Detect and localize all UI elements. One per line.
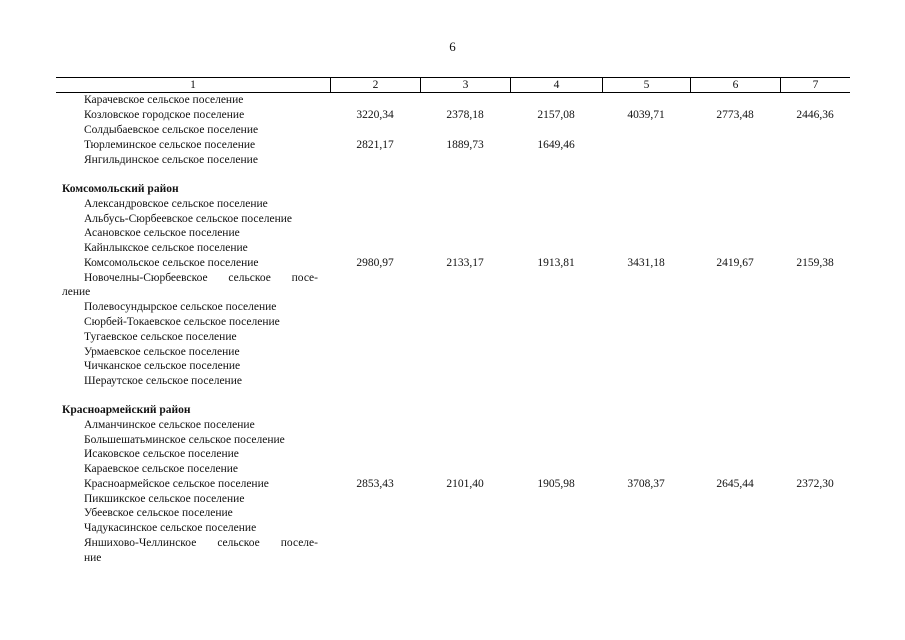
settlement-name: Альбусь-Сюрбеевское сельское поселение: [84, 213, 292, 225]
value-cell: 2159,38: [796, 257, 834, 269]
value-cell: 2378,18: [446, 109, 484, 121]
value-cell: 2157,08: [537, 109, 575, 121]
settlement-name: Большешатьминское сельское поселение: [84, 434, 285, 446]
settlement-name: Янгильдинское сельское поселение: [84, 154, 258, 166]
settlement-name: Комсомольское сельское поселение: [84, 257, 259, 269]
header-col-3: 3: [420, 78, 510, 92]
value-cell: 4039,71: [627, 109, 665, 121]
settlement-name: Асановское сельское поселение: [84, 227, 240, 239]
value-cell: 2773,48: [716, 109, 754, 121]
table-header: [56, 77, 850, 93]
value-cell: 2980,97: [356, 257, 394, 269]
settlement-name: Кайнлыкское сельское поселение: [84, 242, 248, 254]
settlement-name: Полевосундырское сельское поселение: [84, 301, 277, 313]
settlement-name: Шераутское сельское поселение: [84, 375, 242, 387]
word: Яншихово-Челлинское: [84, 537, 197, 549]
word: поселе-: [280, 537, 318, 549]
value-cell: 2101,40: [446, 478, 484, 490]
settlement-name: Солдыбаевское сельское поселение: [84, 124, 259, 136]
settlement-name: Караевское сельское поселение: [84, 463, 239, 475]
settlement-name: Красноармейское сельское поселение: [84, 478, 269, 490]
value-cell: 1889,73: [446, 139, 484, 151]
value-cell: 2821,17: [356, 139, 394, 151]
settlement-name: Козловское городское поселение: [84, 109, 245, 121]
settlement-name: Исаковское сельское поселение: [84, 448, 239, 460]
settlement-name: Пикшикское сельское поселение: [84, 493, 245, 505]
settlement-name-wrapped: [56, 536, 318, 550]
word: посе-: [291, 272, 318, 284]
page-number: 6: [449, 39, 456, 54]
header-col-6: 6: [690, 78, 780, 92]
settlement-name: Убеевское сельское поселение: [84, 507, 233, 519]
value-cell: 1905,98: [537, 478, 575, 490]
value-cell: 3431,18: [627, 257, 665, 269]
header-col-5: 5: [602, 78, 690, 92]
value-cell: 3708,37: [627, 478, 665, 490]
settlement-name: Урмаевское сельское поселение: [84, 346, 240, 358]
settlement-name: Тюрлеминское сельское поселение: [84, 139, 256, 151]
settlement-name: Алманчинское сельское поселение: [84, 419, 255, 431]
word: сельское: [217, 537, 260, 549]
header-col-4: 4: [510, 78, 602, 92]
value-cell: 3220,34: [356, 109, 394, 121]
header-col-2: 2: [330, 78, 420, 92]
value-cell: 2853,43: [356, 478, 394, 490]
header-col-7: 7: [780, 78, 850, 92]
value-cell: 2419,67: [716, 257, 754, 269]
settlement-name: Карачевское сельское поселение: [84, 94, 244, 106]
value-cell: 1649,46: [537, 139, 575, 151]
value-cell: 2446,36: [796, 109, 834, 121]
settlement-name-continuation: ние: [84, 552, 102, 564]
value-cell: 1913,81: [537, 257, 575, 269]
value-cell: 2645,44: [716, 478, 754, 490]
value-cell: 2372,30: [796, 478, 834, 490]
district-heading: Красноармейский район: [62, 404, 191, 416]
settlement-name-continuation: ление: [62, 286, 91, 298]
word: сельское: [228, 272, 271, 284]
settlement-name: Тугаевское сельское поселение: [84, 331, 237, 343]
settlement-name: Чичканское сельское поселение: [84, 360, 241, 372]
header-col-1: 1: [190, 79, 196, 91]
district-heading: Комсомольский район: [62, 183, 179, 195]
word: Новочелны-Сюрбеевское: [84, 272, 208, 284]
settlement-name: Чадукасинское сельское поселение: [84, 522, 257, 534]
settlement-name: Александровское сельское поселение: [84, 198, 268, 210]
value-cell: 2133,17: [446, 257, 484, 269]
settlement-name: Сюрбей-Токаевское сельское поселение: [84, 316, 280, 328]
settlement-name-wrapped: [56, 271, 318, 285]
